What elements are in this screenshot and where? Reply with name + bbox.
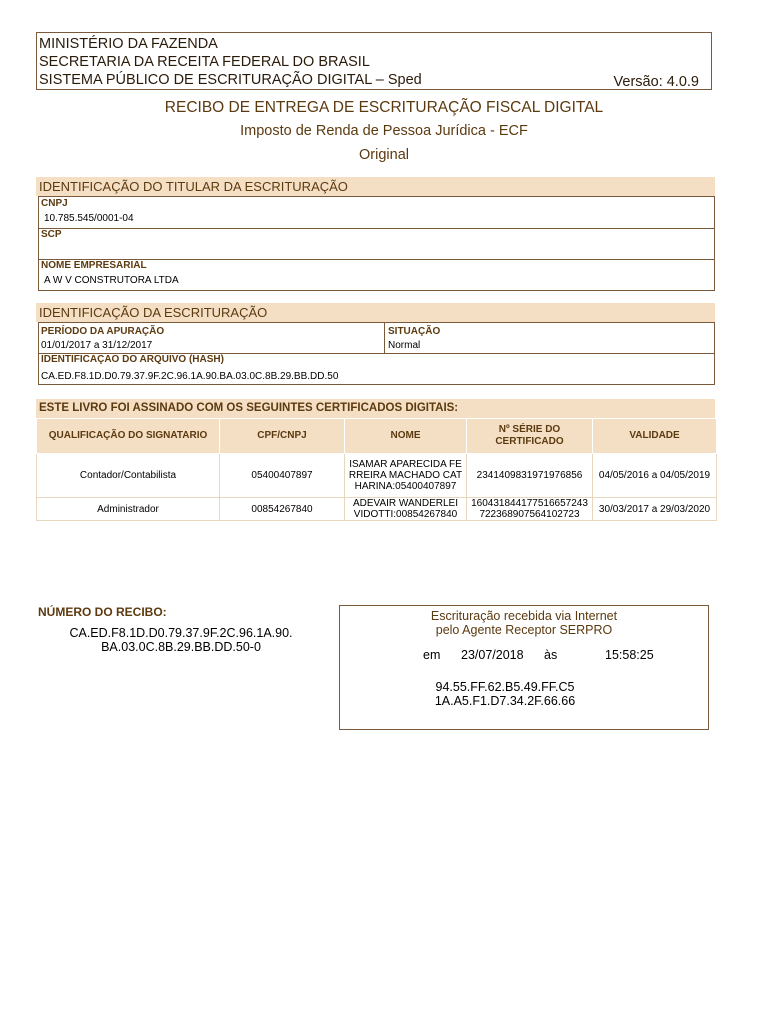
situacao-label: SITUAÇÃO: [388, 326, 441, 337]
cell-qualificacao: Contador/Contabilista: [37, 454, 220, 498]
escrituracao-section-header: IDENTIFICAÇÃO DA ESCRITURAÇÃO: [36, 303, 715, 322]
periodo-label: PERÍODO DA APURAÇÃO: [41, 326, 165, 337]
cell-cpf: 05400407897: [220, 454, 345, 498]
col-validade: VALIDADE: [593, 419, 717, 454]
certificados-section-header: ESTE LIVRO FOI ASSINADO COM OS SEGUINTES CERTIFICADOS DIGITAIS:: [36, 399, 715, 418]
cell-qualificacao: Administrador: [37, 498, 220, 521]
table-row: [37, 498, 717, 521]
cnpj-label: CNPJ: [41, 198, 68, 209]
col-serie: Nº SÉRIE DO CERTIFICADO: [467, 419, 593, 454]
col-cpf: CPF/CNPJ: [220, 419, 345, 454]
recepcao-line1: Escrituração recebida via Internet: [430, 609, 618, 623]
header-box: [36, 32, 712, 90]
cell-validade: 04/05/2016 a 04/05/2019: [593, 454, 717, 498]
recepcao-as: às: [544, 648, 558, 662]
recepcao-time: 15:58:25: [605, 648, 654, 662]
numero-recibo-line2: BA.03.0C.8B.29.BB.DD.50-0: [101, 640, 261, 654]
numero-recibo-line1: CA.ED.F8.1D.D0.79.37.9F.2C.96.1A.90.: [69, 626, 293, 640]
header-ministry: MINISTÉRIO DA FAZENDA: [39, 36, 218, 52]
recepcao-em: em: [423, 648, 441, 662]
escrituracao-box: [38, 322, 715, 385]
cell-cpf: 00854267840: [220, 498, 345, 521]
nome-empresarial-label: NOME EMPRESARIAL: [41, 260, 147, 271]
numero-recibo-label: NÚMERO DO RECIBO:: [38, 605, 167, 619]
titular-box: [38, 196, 715, 291]
recepcao-date: 23/07/2018: [461, 648, 524, 662]
certificados-table: [36, 418, 717, 521]
cell-validade: 30/03/2017 a 29/03/2020: [593, 498, 717, 521]
cell-serie: 160431844177516657243722368907564102723: [467, 498, 593, 521]
header-version: Versão: 4.0.9: [613, 74, 699, 90]
hash-value: CA.ED.F8.1D.D0.79.37.9F.2C.96.1A.90.BA.03.0C.8B.29.BB.DD.50: [41, 371, 339, 382]
hash-label: IDENTIFICAÇAO DO ARQUIVO (HASH): [41, 354, 224, 365]
scp-label: SCP: [41, 229, 62, 240]
titular-section-header: IDENTIFICAÇÃO DO TITULAR DA ESCRITURAÇÃO: [36, 177, 715, 196]
recepcao-box: [339, 605, 709, 730]
recepcao-codes: [340, 680, 670, 708]
table-row: [37, 454, 717, 498]
table-header-row: [37, 419, 717, 454]
page-title: RECIBO DE ENTREGA DE ESCRITURAÇÃO FISCAL DIGITAL: [164, 99, 604, 116]
numero-recibo-value: [36, 626, 326, 654]
header-secretariat: SECRETARIA DA RECEITA FEDERAL DO BRASIL: [39, 54, 370, 70]
recepcao-line2: pelo Agente Receptor SERPRO: [435, 623, 613, 637]
header-system: SISTEMA PÚBLICO DE ESCRITURAÇÃO DIGITAL – Sped: [39, 72, 422, 88]
situacao-value: Normal: [388, 340, 421, 351]
divider: [384, 323, 385, 353]
recepcao-text: [340, 609, 708, 637]
divider: [39, 228, 714, 229]
cell-nome: ADEVAIR WANDERLEI VIDOTTI:00854267840: [345, 498, 467, 521]
recepcao-code2: 1A.A5.F1.D7.34.2F.66.66: [434, 694, 576, 708]
cell-serie: 2341409831971976856: [467, 454, 593, 498]
col-nome: NOME: [345, 419, 467, 454]
recepcao-code1: 94.55.FF.62.B5.49.FF.C5: [435, 680, 575, 694]
nome-empresarial-value: A W V CONSTRUTORA LTDA: [44, 275, 179, 286]
receipt-type: Original: [359, 147, 409, 163]
col-qualificacao: QUALIFICAÇÃO DO SIGNATARIO: [37, 419, 220, 454]
periodo-value: 01/01/2017 a 31/12/2017: [41, 340, 153, 351]
cell-nome: ISAMAR APARECIDA FERREIRA MACHADO CATHARINA:05400407897: [345, 454, 467, 498]
cnpj-value: 10.785.545/0001-04: [44, 213, 134, 224]
page-subtitle: Imposto de Renda de Pessoa Jurídica - ECF: [240, 123, 528, 139]
